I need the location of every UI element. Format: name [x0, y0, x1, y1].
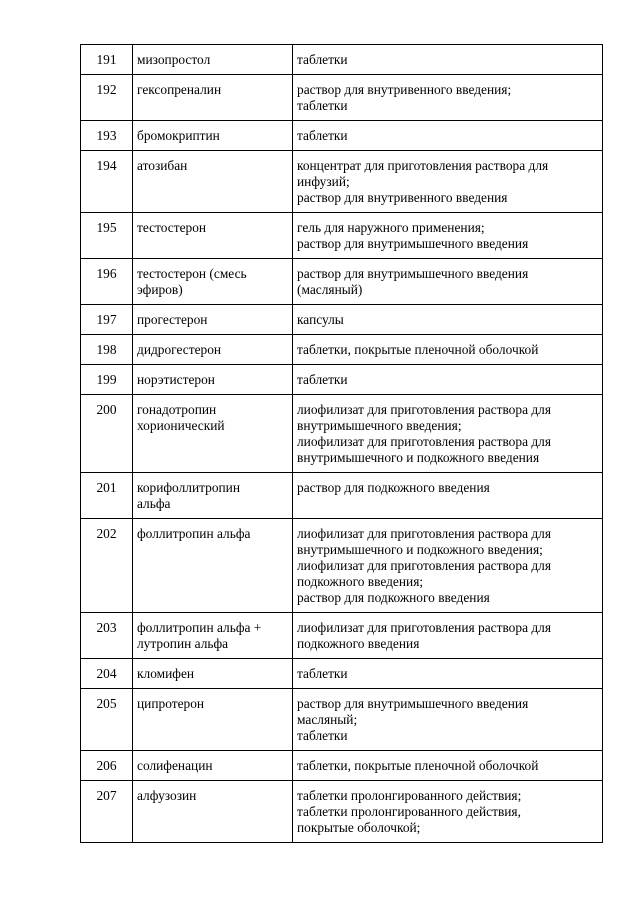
drug-name-cell — [133, 613, 293, 659]
table-row — [81, 395, 603, 473]
drug-table — [80, 44, 603, 843]
drug-name-line: дидрогестерон — [137, 342, 222, 357]
dosage-form-cell — [293, 151, 603, 213]
table-row — [81, 751, 603, 781]
dosage-form-line: раствор для внутримышечного введения — [297, 696, 529, 711]
dosage-form-line: инфузий; — [297, 174, 350, 189]
dosage-form-cell — [293, 335, 603, 365]
dosage-form-line: таблетки, покрытые пленочной оболочкой — [297, 758, 539, 773]
row-number: 198 — [81, 335, 133, 365]
table-row — [81, 335, 603, 365]
dosage-form-cell — [293, 689, 603, 751]
dosage-form-line: лиофилизат для приготовления раствора для — [297, 402, 552, 417]
drug-name-cell — [133, 151, 293, 213]
drug-name-line: эфиров) — [137, 282, 183, 297]
table-row — [81, 259, 603, 305]
drug-name-line: норэтистерон — [137, 372, 215, 387]
table-row — [81, 121, 603, 151]
dosage-form-cell — [293, 659, 603, 689]
drug-name-cell — [133, 259, 293, 305]
dosage-form-cell — [293, 395, 603, 473]
dosage-form-cell — [293, 751, 603, 781]
dosage-form-line: таблетки пролонгированного действия; — [297, 788, 522, 803]
drug-name-line: прогестерон — [137, 312, 208, 327]
dosage-form-cell — [293, 613, 603, 659]
row-number: 191 — [81, 45, 133, 75]
drug-name-line: гексопреналин — [137, 82, 222, 97]
drug-name-line: фоллитропин альфа + — [137, 620, 262, 635]
row-number: 193 — [81, 121, 133, 151]
dosage-form-cell — [293, 213, 603, 259]
dosage-form-line: подкожного введения — [297, 636, 420, 651]
row-number: 199 — [81, 365, 133, 395]
table-row — [81, 613, 603, 659]
dosage-form-cell — [293, 121, 603, 151]
drug-name-line: атозибан — [137, 158, 188, 173]
dosage-form-line: таблетки — [297, 372, 348, 387]
table-body — [81, 45, 603, 843]
dosage-form-line: раствор для внутримышечного введения — [297, 266, 529, 281]
dosage-form-cell — [293, 519, 603, 613]
drug-name-cell — [133, 395, 293, 473]
drug-name-line: мизопростол — [137, 52, 211, 67]
drug-name-line: альфа — [137, 496, 171, 511]
table-row — [81, 213, 603, 259]
dosage-form-line: масляный; — [297, 712, 358, 727]
dosage-form-line: таблетки — [297, 666, 348, 681]
drug-name-cell — [133, 305, 293, 335]
dosage-form-cell — [293, 473, 603, 519]
dosage-form-line: раствор для внутривенного введения — [297, 190, 508, 205]
drug-name-line: гонадотропин — [137, 402, 217, 417]
drug-name-cell — [133, 45, 293, 75]
drug-name-cell — [133, 213, 293, 259]
row-number: 204 — [81, 659, 133, 689]
row-number: 203 — [81, 613, 133, 659]
row-number: 194 — [81, 151, 133, 213]
dosage-form-line: покрытые оболочкой; — [297, 820, 421, 835]
dosage-form-line: таблетки — [297, 98, 348, 113]
row-number: 207 — [81, 781, 133, 843]
drug-name-line: алфузозин — [137, 788, 197, 803]
drug-name-line: фоллитропин альфа — [137, 526, 251, 541]
table-row — [81, 519, 603, 613]
table-row — [81, 45, 603, 75]
table-row — [81, 75, 603, 121]
row-number: 195 — [81, 213, 133, 259]
drug-name-cell — [133, 689, 293, 751]
table-row — [81, 689, 603, 751]
drug-name-cell — [133, 335, 293, 365]
drug-name-line: хорионический — [137, 418, 225, 433]
dosage-form-line: таблетки — [297, 728, 348, 743]
dosage-form-line: лиофилизат для приготовления раствора для — [297, 558, 552, 573]
row-number: 197 — [81, 305, 133, 335]
dosage-form-cell — [293, 781, 603, 843]
table-row — [81, 659, 603, 689]
row-number: 200 — [81, 395, 133, 473]
drug-name-line: кломифен — [137, 666, 195, 681]
drug-name-line: тестостерон — [137, 220, 207, 235]
row-number: 205 — [81, 689, 133, 751]
dosage-form-line: раствор для внутривенного введения; — [297, 82, 512, 97]
dosage-form-cell — [293, 75, 603, 121]
dosage-form-line: (масляный) — [297, 282, 363, 297]
drug-name-line: тестостерон (смесь — [137, 266, 247, 281]
dosage-form-line: таблетки — [297, 52, 348, 67]
row-number: 206 — [81, 751, 133, 781]
table-row — [81, 473, 603, 519]
row-number: 192 — [81, 75, 133, 121]
dosage-form-line: подкожного введения; — [297, 574, 424, 589]
dosage-form-line: раствор для подкожного введения — [297, 480, 490, 495]
table-row — [81, 365, 603, 395]
dosage-form-line: концентрат для приготовления раствора для — [297, 158, 549, 173]
dosage-form-line: лиофилизат для приготовления раствора для — [297, 620, 552, 635]
dosage-form-line: внутримышечного и подкожного введения; — [297, 542, 543, 557]
table-row — [81, 151, 603, 213]
dosage-form-line: лиофилизат для приготовления раствора для — [297, 434, 552, 449]
drug-name-line: лутропин альфа — [137, 636, 229, 651]
dosage-form-cell — [293, 305, 603, 335]
drug-name-cell — [133, 365, 293, 395]
dosage-form-line: раствор для внутримышечного введения — [297, 236, 529, 251]
table-row — [81, 781, 603, 843]
drug-name-line: бромокриптин — [137, 128, 220, 143]
drug-name-line: ципротерон — [137, 696, 205, 711]
drug-name-line: солифенацин — [137, 758, 213, 773]
row-number: 201 — [81, 473, 133, 519]
dosage-form-line: внутримышечного введения; — [297, 418, 462, 433]
dosage-form-cell — [293, 259, 603, 305]
dosage-form-line: таблетки — [297, 128, 348, 143]
dosage-form-line: гель для наружного применения; — [297, 220, 485, 235]
drug-name-cell — [133, 75, 293, 121]
drug-name-line: корифоллитропин — [137, 480, 241, 495]
row-number: 202 — [81, 519, 133, 613]
dosage-form-line: лиофилизат для приготовления раствора для — [297, 526, 552, 541]
dosage-form-line: внутримышечного и подкожного введения — [297, 450, 540, 465]
dosage-form-line: таблетки пролонгированного действия, — [297, 804, 521, 819]
row-number: 196 — [81, 259, 133, 305]
drug-name-cell — [133, 473, 293, 519]
drug-name-cell — [133, 781, 293, 843]
dosage-form-line: капсулы — [297, 312, 344, 327]
dosage-form-cell — [293, 45, 603, 75]
drug-name-cell — [133, 751, 293, 781]
drug-name-cell — [133, 659, 293, 689]
dosage-form-line: таблетки, покрытые пленочной оболочкой — [297, 342, 539, 357]
dosage-form-cell — [293, 365, 603, 395]
drug-name-cell — [133, 519, 293, 613]
dosage-form-line: раствор для подкожного введения — [297, 590, 490, 605]
drug-name-cell — [133, 121, 293, 151]
table-row — [81, 305, 603, 335]
